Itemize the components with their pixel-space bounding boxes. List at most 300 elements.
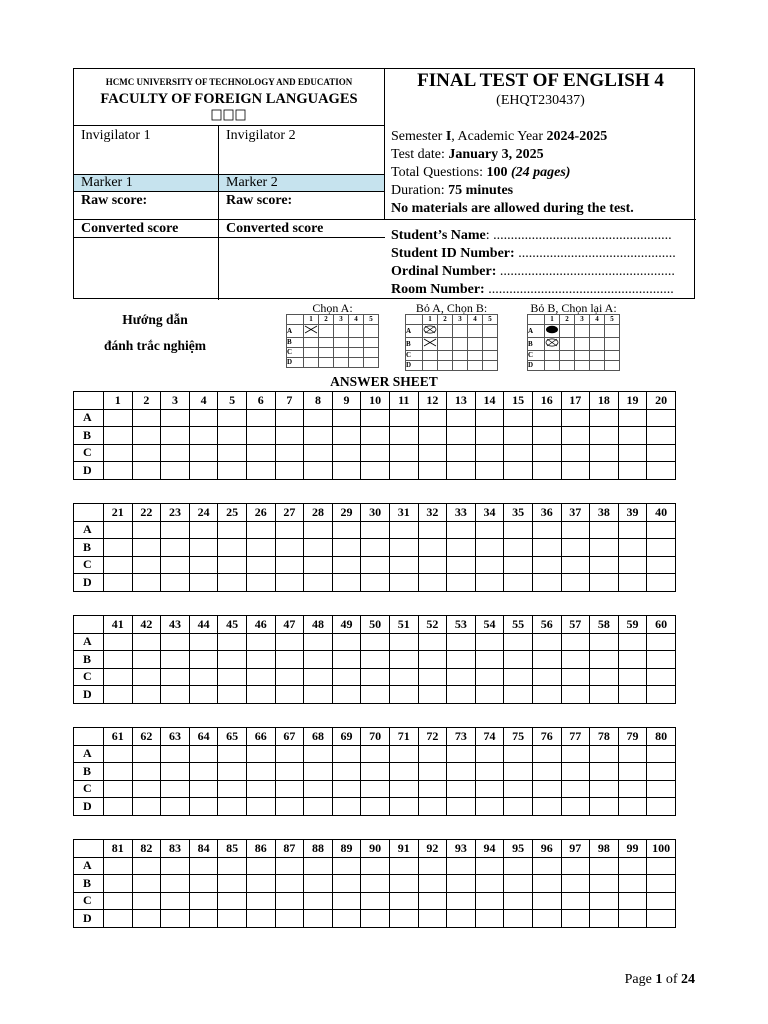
answer-bubble[interactable] (104, 574, 133, 592)
answer-bubble[interactable] (332, 521, 361, 539)
answer-bubble[interactable] (246, 574, 275, 592)
answer-bubble[interactable] (504, 427, 533, 445)
answer-bubble[interactable] (161, 409, 190, 427)
answer-bubble[interactable] (504, 780, 533, 798)
answer-bubble[interactable] (189, 574, 218, 592)
answer-bubble[interactable] (532, 668, 561, 686)
answer-bubble[interactable] (418, 651, 447, 669)
answer-bubble[interactable] (504, 444, 533, 462)
answer-bubble[interactable] (132, 462, 161, 480)
answer-bubble[interactable] (475, 462, 504, 480)
answer-bubble[interactable] (161, 521, 190, 539)
answer-bubble[interactable] (189, 556, 218, 574)
answer-bubble[interactable] (561, 409, 590, 427)
answer-bubble[interactable] (447, 892, 476, 910)
answer-bubble[interactable] (161, 798, 190, 816)
answer-bubble[interactable] (532, 427, 561, 445)
answer-bubble[interactable] (561, 763, 590, 781)
answer-bubble[interactable] (246, 633, 275, 651)
answer-bubble[interactable] (332, 910, 361, 928)
answer-bubble[interactable] (504, 875, 533, 893)
answer-bubble[interactable] (447, 651, 476, 669)
answer-bubble[interactable] (218, 857, 247, 875)
answer-bubble[interactable] (218, 910, 247, 928)
answer-bubble[interactable] (104, 409, 133, 427)
answer-bubble[interactable] (389, 892, 418, 910)
answer-bubble[interactable] (389, 651, 418, 669)
answer-bubble[interactable] (389, 574, 418, 592)
answer-bubble[interactable] (532, 875, 561, 893)
answer-bubble[interactable] (246, 651, 275, 669)
answer-bubble[interactable] (189, 745, 218, 763)
answer-bubble[interactable] (475, 444, 504, 462)
answer-bubble[interactable] (275, 780, 304, 798)
answer-bubble[interactable] (532, 462, 561, 480)
answer-bubble[interactable] (532, 798, 561, 816)
answer-bubble[interactable] (304, 444, 333, 462)
answer-bubble[interactable] (104, 462, 133, 480)
answer-bubble[interactable] (618, 798, 647, 816)
answer-bubble[interactable] (104, 444, 133, 462)
answer-bubble[interactable] (389, 686, 418, 704)
answer-bubble[interactable] (418, 633, 447, 651)
answer-bubble[interactable] (618, 686, 647, 704)
answer-bubble[interactable] (389, 539, 418, 557)
answer-bubble[interactable] (189, 780, 218, 798)
answer-bubble[interactable] (447, 686, 476, 704)
answer-bubble[interactable] (447, 668, 476, 686)
answer-bubble[interactable] (161, 427, 190, 445)
answer-bubble[interactable] (389, 521, 418, 539)
answer-bubble[interactable] (389, 763, 418, 781)
answer-bubble[interactable] (132, 686, 161, 704)
answer-bubble[interactable] (275, 910, 304, 928)
answer-bubble[interactable] (561, 556, 590, 574)
answer-bubble[interactable] (332, 763, 361, 781)
answer-bubble[interactable] (647, 910, 676, 928)
answer-bubble[interactable] (532, 651, 561, 669)
answer-bubble[interactable] (132, 875, 161, 893)
answer-bubble[interactable] (189, 875, 218, 893)
answer-bubble[interactable] (275, 798, 304, 816)
answer-bubble[interactable] (161, 892, 190, 910)
answer-bubble[interactable] (361, 574, 390, 592)
answer-bubble[interactable] (475, 798, 504, 816)
answer-bubble[interactable] (647, 539, 676, 557)
answer-bubble[interactable] (304, 780, 333, 798)
answer-bubble[interactable] (389, 857, 418, 875)
student-id-field[interactable]: Student ID Number: ............................................. (391, 246, 676, 261)
answer-bubble[interactable] (647, 574, 676, 592)
answer-bubble[interactable] (504, 686, 533, 704)
answer-bubble[interactable] (332, 780, 361, 798)
answer-bubble[interactable] (389, 910, 418, 928)
answer-bubble[interactable] (275, 444, 304, 462)
answer-bubble[interactable] (618, 763, 647, 781)
answer-bubble[interactable] (504, 910, 533, 928)
answer-bubble[interactable] (218, 444, 247, 462)
answer-bubble[interactable] (218, 892, 247, 910)
answer-bubble[interactable] (304, 539, 333, 557)
answer-bubble[interactable] (218, 521, 247, 539)
answer-bubble[interactable] (389, 668, 418, 686)
answer-bubble[interactable] (647, 668, 676, 686)
answer-bubble[interactable] (561, 745, 590, 763)
answer-bubble[interactable] (532, 521, 561, 539)
answer-bubble[interactable] (475, 745, 504, 763)
answer-bubble[interactable] (104, 633, 133, 651)
answer-bubble[interactable] (104, 763, 133, 781)
answer-bubble[interactable] (104, 875, 133, 893)
answer-bubble[interactable] (504, 462, 533, 480)
answer-bubble[interactable] (561, 875, 590, 893)
answer-bubble[interactable] (590, 686, 619, 704)
answer-bubble[interactable] (475, 668, 504, 686)
answer-bubble[interactable] (161, 780, 190, 798)
answer-bubble[interactable] (590, 651, 619, 669)
answer-bubble[interactable] (189, 892, 218, 910)
answer-bubble[interactable] (161, 745, 190, 763)
answer-bubble[interactable] (246, 668, 275, 686)
answer-bubble[interactable] (418, 798, 447, 816)
answer-bubble[interactable] (132, 857, 161, 875)
answer-bubble[interactable] (132, 780, 161, 798)
answer-bubble[interactable] (218, 875, 247, 893)
answer-bubble[interactable] (561, 910, 590, 928)
answer-bubble[interactable] (418, 857, 447, 875)
answer-bubble[interactable] (161, 875, 190, 893)
answer-bubble[interactable] (590, 521, 619, 539)
answer-bubble[interactable] (132, 798, 161, 816)
answer-bubble[interactable] (561, 651, 590, 669)
answer-bubble[interactable] (332, 427, 361, 445)
answer-bubble[interactable] (532, 556, 561, 574)
answer-bubble[interactable] (189, 651, 218, 669)
answer-bubble[interactable] (590, 556, 619, 574)
answer-bubble[interactable] (132, 539, 161, 557)
answer-bubble[interactable] (104, 857, 133, 875)
answer-bubble[interactable] (561, 427, 590, 445)
answer-bubble[interactable] (532, 539, 561, 557)
answer-bubble[interactable] (332, 574, 361, 592)
answer-bubble[interactable] (246, 875, 275, 893)
answer-bubble[interactable] (447, 462, 476, 480)
answer-bubble[interactable] (361, 633, 390, 651)
answer-bubble[interactable] (275, 686, 304, 704)
answer-bubble[interactable] (590, 668, 619, 686)
answer-bubble[interactable] (104, 651, 133, 669)
answer-bubble[interactable] (332, 668, 361, 686)
answer-bubble[interactable] (447, 875, 476, 893)
answer-bubble[interactable] (389, 780, 418, 798)
answer-bubble[interactable] (332, 857, 361, 875)
answer-bubble[interactable] (590, 462, 619, 480)
answer-bubble[interactable] (246, 444, 275, 462)
answer-bubble[interactable] (447, 556, 476, 574)
answer-bubble[interactable] (475, 633, 504, 651)
answer-bubble[interactable] (304, 745, 333, 763)
answer-bubble[interactable] (332, 633, 361, 651)
answer-bubble[interactable] (532, 780, 561, 798)
answer-bubble[interactable] (275, 875, 304, 893)
answer-bubble[interactable] (361, 462, 390, 480)
answer-bubble[interactable] (332, 875, 361, 893)
answer-bubble[interactable] (275, 633, 304, 651)
answer-bubble[interactable] (218, 556, 247, 574)
answer-bubble[interactable] (418, 462, 447, 480)
answer-bubble[interactable] (246, 910, 275, 928)
answer-bubble[interactable] (475, 556, 504, 574)
answer-bubble[interactable] (161, 651, 190, 669)
answer-bubble[interactable] (361, 686, 390, 704)
answer-bubble[interactable] (332, 892, 361, 910)
answer-bubble[interactable] (275, 556, 304, 574)
answer-bubble[interactable] (475, 910, 504, 928)
answer-bubble[interactable] (389, 444, 418, 462)
ordinal-number-field[interactable]: Ordinal Number: .................................................. (391, 264, 675, 279)
answer-bubble[interactable] (275, 857, 304, 875)
answer-bubble[interactable] (618, 910, 647, 928)
answer-bubble[interactable] (618, 409, 647, 427)
answer-bubble[interactable] (361, 556, 390, 574)
answer-bubble[interactable] (447, 539, 476, 557)
answer-bubble[interactable] (161, 462, 190, 480)
answer-bubble[interactable] (532, 686, 561, 704)
answer-bubble[interactable] (647, 521, 676, 539)
answer-bubble[interactable] (447, 745, 476, 763)
answer-bubble[interactable] (389, 462, 418, 480)
answer-bubble[interactable] (647, 633, 676, 651)
answer-bubble[interactable] (647, 427, 676, 445)
answer-bubble[interactable] (304, 686, 333, 704)
answer-bubble[interactable] (475, 780, 504, 798)
answer-bubble[interactable] (132, 668, 161, 686)
answer-bubble[interactable] (590, 409, 619, 427)
answer-bubble[interactable] (132, 892, 161, 910)
answer-bubble[interactable] (361, 651, 390, 669)
answer-bubble[interactable] (475, 427, 504, 445)
answer-bubble[interactable] (561, 444, 590, 462)
answer-bubble[interactable] (561, 798, 590, 816)
answer-bubble[interactable] (590, 444, 619, 462)
answer-bubble[interactable] (647, 857, 676, 875)
answer-bubble[interactable] (475, 857, 504, 875)
answer-bubble[interactable] (618, 521, 647, 539)
answer-bubble[interactable] (590, 780, 619, 798)
answer-bubble[interactable] (104, 745, 133, 763)
answer-bubble[interactable] (332, 651, 361, 669)
answer-bubble[interactable] (218, 686, 247, 704)
answer-bubble[interactable] (418, 444, 447, 462)
answer-bubble[interactable] (647, 892, 676, 910)
answer-bubble[interactable] (332, 539, 361, 557)
answer-bubble[interactable] (246, 745, 275, 763)
answer-bubble[interactable] (218, 668, 247, 686)
answer-bubble[interactable] (161, 444, 190, 462)
answer-bubble[interactable] (618, 574, 647, 592)
answer-bubble[interactable] (304, 427, 333, 445)
answer-bubble[interactable] (561, 521, 590, 539)
answer-bubble[interactable] (647, 686, 676, 704)
answer-bubble[interactable] (189, 763, 218, 781)
answer-bubble[interactable] (104, 539, 133, 557)
answer-bubble[interactable] (161, 910, 190, 928)
answer-bubble[interactable] (304, 409, 333, 427)
answer-bubble[interactable] (104, 427, 133, 445)
answer-bubble[interactable] (246, 427, 275, 445)
answer-bubble[interactable] (504, 763, 533, 781)
student-name-field[interactable]: Student’s Name: ................................................... (391, 228, 672, 243)
answer-bubble[interactable] (418, 556, 447, 574)
answer-bubble[interactable] (447, 910, 476, 928)
answer-bubble[interactable] (618, 892, 647, 910)
answer-bubble[interactable] (104, 892, 133, 910)
answer-bubble[interactable] (618, 427, 647, 445)
answer-bubble[interactable] (418, 521, 447, 539)
answer-bubble[interactable] (275, 763, 304, 781)
answer-bubble[interactable] (361, 444, 390, 462)
answer-bubble[interactable] (389, 409, 418, 427)
answer-bubble[interactable] (618, 668, 647, 686)
answer-bubble[interactable] (532, 444, 561, 462)
answer-bubble[interactable] (132, 427, 161, 445)
answer-bubble[interactable] (246, 539, 275, 557)
answer-bubble[interactable] (418, 409, 447, 427)
answer-bubble[interactable] (647, 556, 676, 574)
answer-bubble[interactable] (447, 763, 476, 781)
answer-bubble[interactable] (475, 409, 504, 427)
answer-bubble[interactable] (189, 427, 218, 445)
answer-bubble[interactable] (389, 875, 418, 893)
answer-bubble[interactable] (361, 763, 390, 781)
answer-bubble[interactable] (418, 427, 447, 445)
answer-bubble[interactable] (532, 633, 561, 651)
answer-bubble[interactable] (161, 668, 190, 686)
answer-bubble[interactable] (532, 409, 561, 427)
answer-bubble[interactable] (304, 633, 333, 651)
answer-bubble[interactable] (590, 763, 619, 781)
answer-bubble[interactable] (132, 910, 161, 928)
answer-bubble[interactable] (475, 651, 504, 669)
answer-bubble[interactable] (246, 798, 275, 816)
answer-bubble[interactable] (647, 798, 676, 816)
answer-bubble[interactable] (447, 427, 476, 445)
answer-bubble[interactable] (304, 910, 333, 928)
answer-bubble[interactable] (275, 668, 304, 686)
answer-bubble[interactable] (218, 574, 247, 592)
answer-bubble[interactable] (275, 892, 304, 910)
answer-bubble[interactable] (189, 409, 218, 427)
answer-bubble[interactable] (361, 857, 390, 875)
answer-bubble[interactable] (418, 780, 447, 798)
answer-bubble[interactable] (218, 780, 247, 798)
answer-bubble[interactable] (132, 651, 161, 669)
answer-bubble[interactable] (447, 521, 476, 539)
answer-bubble[interactable] (590, 633, 619, 651)
answer-bubble[interactable] (132, 633, 161, 651)
answer-bubble[interactable] (218, 539, 247, 557)
answer-bubble[interactable] (447, 409, 476, 427)
answer-bubble[interactable] (447, 444, 476, 462)
answer-bubble[interactable] (218, 409, 247, 427)
answer-bubble[interactable] (475, 686, 504, 704)
answer-bubble[interactable] (504, 409, 533, 427)
answer-bubble[interactable] (475, 539, 504, 557)
answer-bubble[interactable] (647, 780, 676, 798)
answer-bubble[interactable] (647, 444, 676, 462)
answer-bubble[interactable] (418, 539, 447, 557)
answer-bubble[interactable] (304, 875, 333, 893)
answer-bubble[interactable] (104, 521, 133, 539)
answer-bubble[interactable] (504, 857, 533, 875)
answer-bubble[interactable] (218, 798, 247, 816)
answer-bubble[interactable] (189, 686, 218, 704)
answer-bubble[interactable] (618, 745, 647, 763)
answer-bubble[interactable] (647, 745, 676, 763)
answer-bubble[interactable] (246, 763, 275, 781)
answer-bubble[interactable] (104, 798, 133, 816)
answer-bubble[interactable] (104, 668, 133, 686)
answer-bubble[interactable] (104, 686, 133, 704)
answer-bubble[interactable] (332, 444, 361, 462)
answer-bubble[interactable] (132, 574, 161, 592)
answer-bubble[interactable] (389, 427, 418, 445)
answer-bubble[interactable] (561, 892, 590, 910)
answer-bubble[interactable] (618, 462, 647, 480)
answer-bubble[interactable] (275, 409, 304, 427)
answer-bubble[interactable] (361, 427, 390, 445)
answer-bubble[interactable] (561, 574, 590, 592)
answer-bubble[interactable] (618, 556, 647, 574)
answer-bubble[interactable] (590, 892, 619, 910)
answer-bubble[interactable] (418, 668, 447, 686)
answer-bubble[interactable] (475, 875, 504, 893)
answer-bubble[interactable] (590, 427, 619, 445)
answer-bubble[interactable] (504, 798, 533, 816)
answer-bubble[interactable] (161, 686, 190, 704)
answer-bubble[interactable] (161, 763, 190, 781)
answer-bubble[interactable] (389, 556, 418, 574)
answer-bubble[interactable] (561, 462, 590, 480)
answer-bubble[interactable] (132, 556, 161, 574)
answer-bubble[interactable] (246, 521, 275, 539)
answer-bubble[interactable] (647, 875, 676, 893)
answer-bubble[interactable] (189, 668, 218, 686)
answer-bubble[interactable] (418, 763, 447, 781)
answer-bubble[interactable] (389, 798, 418, 816)
answer-bubble[interactable] (332, 798, 361, 816)
answer-bubble[interactable] (618, 539, 647, 557)
answer-bubble[interactable] (132, 763, 161, 781)
answer-bubble[interactable] (590, 798, 619, 816)
answer-bubble[interactable] (504, 521, 533, 539)
answer-bubble[interactable] (447, 780, 476, 798)
answer-bubble[interactable] (246, 857, 275, 875)
answer-bubble[interactable] (332, 745, 361, 763)
answer-bubble[interactable] (647, 651, 676, 669)
answer-bubble[interactable] (189, 798, 218, 816)
answer-bubble[interactable] (504, 745, 533, 763)
answer-bubble[interactable] (189, 910, 218, 928)
answer-bubble[interactable] (475, 574, 504, 592)
answer-bubble[interactable] (104, 910, 133, 928)
answer-bubble[interactable] (218, 651, 247, 669)
answer-bubble[interactable] (618, 651, 647, 669)
answer-bubble[interactable] (104, 556, 133, 574)
answer-bubble[interactable] (275, 521, 304, 539)
answer-bubble[interactable] (275, 574, 304, 592)
answer-bubble[interactable] (304, 521, 333, 539)
